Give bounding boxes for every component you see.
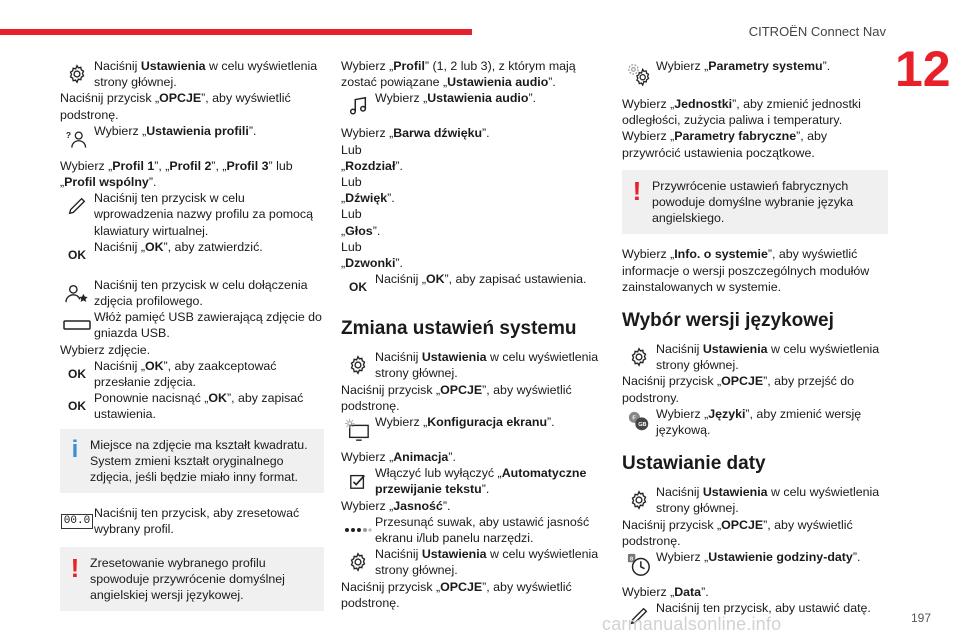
- column-1: [60, 58, 324, 617]
- step-name-profile: Naciśnij ten przycisk w celu wprowadzenia nazwy profilu za pomocą klawiatury wirtualnej.: [60, 190, 324, 239]
- paragraph: Wybierz zdjęcie.: [60, 342, 151, 357]
- section-heading-system-settings: Zmiana ustawień systemu: [341, 318, 577, 340]
- double-gear-icon: [622, 58, 656, 90]
- page-header-title: CITROËN Connect Nav: [748, 24, 886, 39]
- paragraph: Wybierz „Animacja”.: [341, 450, 456, 465]
- svg-text:GB: GB: [638, 421, 647, 428]
- gear-icon: [60, 58, 94, 90]
- step-system-parameters: Wybierz „Parametry systemu”.: [622, 58, 888, 90]
- monitor-brightness-icon: [341, 414, 375, 446]
- step-open-settings: Naciśnij Ustawienia w celu wyświetlenia strony głównej.: [60, 58, 324, 90]
- music-note-icon: [341, 90, 375, 122]
- paragraph: Naciśnij przycisk „OPCJE”, aby wyświetlić podstronę.: [622, 517, 853, 548]
- ok-icon: OK: [68, 247, 86, 262]
- paragraph: Naciśnij przycisk „OPCJE”, aby przejść do podstrony.: [622, 374, 855, 405]
- ok-icon: OK: [349, 280, 367, 295]
- paragraph: Naciśnij przycisk „OPCJE”, aby wyświetlić podstronę.: [341, 579, 572, 610]
- gear-icon: [622, 484, 656, 516]
- step-audio-settings: Wybierz „Ustawienia audio”.: [341, 90, 603, 122]
- paragraph: Lub: [341, 142, 362, 157]
- step-screen-config: Wybierz „Konfiguracja ekranu”.: [341, 414, 603, 446]
- counter-reset-icon: 00.0: [60, 505, 94, 537]
- paragraph: Wybierz „Jednostki”, aby zmienić jednostki odległości, zużycia paliwa i temperatury.: [622, 97, 861, 128]
- info-icon: i: [71, 435, 79, 463]
- step-open-settings: Naciśnij Ustawienia w celu wyświetlenia strony głównej.: [341, 349, 603, 381]
- paragraph: Wybierz „Jasność”.: [341, 498, 451, 513]
- checkbox-checked-icon: [341, 465, 375, 497]
- paragraph: „Dźwięk”.: [341, 191, 395, 206]
- section-heading-date: Ustawianie daty: [622, 453, 766, 475]
- column-2: [341, 58, 603, 611]
- chapter-number: 12: [895, 41, 951, 97]
- gear-icon: [622, 341, 656, 373]
- paragraph: „Głos”.: [341, 223, 381, 238]
- step-open-settings: Naciśnij Ustawienia w celu wyświetlenia strony głównej.: [622, 484, 888, 516]
- step-save-audio: OK Naciśnij „OK”, aby zapisać ustawienia.: [341, 271, 603, 303]
- warning-box: ! Zresetowanie wybranego profilu spowoduje przywrócenie domyślnej angielskiej wersji językowej.: [60, 547, 324, 612]
- paragraph: Wybierz „Info. o systemie”, aby wyświetlić informacje o wersji poszczególnych modułów zainstalowanych w systemie.: [622, 247, 870, 294]
- step-open-settings: Naciśnij Ustawienia w celu wyświetlenia strony głównej.: [622, 341, 888, 373]
- step-attach-photo: Naciśnij ten przycisk w celu dołączenia zdjęcia profilowego.: [60, 277, 324, 309]
- pencil-icon: [60, 190, 94, 222]
- step-profile-settings: ? Wybierz „Ustawienia profili”.: [60, 123, 324, 155]
- paragraph: Naciśnij przycisk „OPCJE”, aby wyświetlić podstronę.: [60, 91, 291, 122]
- paragraph: „Dzwonki”.: [341, 256, 403, 271]
- paragraph: Wybierz „Profil 1”, „Profil 2”, „Profil 3” lub „Profil wspólny”.: [60, 158, 293, 190]
- step-save-settings: OK Ponownie nacisnąć „OK”, aby zapisać ustawienia.: [60, 390, 324, 422]
- section-heading-language: Wybór wersji językowej: [622, 310, 834, 332]
- paragraph: Wybierz „Data”.: [622, 585, 709, 600]
- gear-icon: [341, 349, 375, 381]
- paragraph: Lub: [341, 239, 362, 254]
- usb-icon: [60, 309, 94, 341]
- language-flags-icon: [622, 406, 656, 438]
- paragraph: Lub: [341, 207, 362, 222]
- step-reset-profile: 00.0 Naciśnij ten przycisk, aby zresetować wybrany profil.: [60, 505, 324, 537]
- slider-dots-icon: [341, 514, 375, 546]
- step-confirm-ok: OK Naciśnij „OK”, aby zatwierdzić.: [60, 239, 324, 271]
- paragraph: Lub: [341, 175, 362, 190]
- warning-icon: !: [632, 175, 642, 206]
- step-languages: F GB Wybierz „Języki”, aby zmienić wersję językową.: [622, 406, 888, 438]
- ok-icon: OK: [68, 399, 86, 414]
- paragraph: Wybierz „Parametry fabryczne”, aby przywrócić ustawienia początkowe.: [622, 129, 828, 160]
- step-auto-scroll: Włączyć lub wyłączyć „Automatyczne przewijanie tekstu”.: [341, 465, 603, 497]
- paragraph: Naciśnij przycisk „OPCJE”, aby wyświetlić podstronę.: [341, 382, 572, 413]
- step-open-settings: Naciśnij Ustawienia w celu wyświetlenia strony głównej.: [341, 546, 603, 578]
- gear-icon: [341, 546, 375, 578]
- svg-text:8: 8: [630, 556, 634, 563]
- info-box: i Miejsce na zdjęcie ma kształt kwadratu. System zmieni kształt oryginalnego zdjęcia, jeśli będzie miało inny format.: [60, 429, 324, 494]
- watermark: carmanualsonline.info: [602, 614, 782, 634]
- user-star-icon: [60, 277, 94, 309]
- step-set-date: Naciśnij ten przycisk, aby ustawić datę.: [622, 600, 888, 632]
- step-brightness-slider: Przesunąć suwak, aby ustawić jasność ekranu i/lub panelu narzędzi.: [341, 514, 603, 546]
- paragraph: Wybierz „Profil” (1, 2 lub 3), z którym mają zostać powiązane „Ustawienia audio”.: [341, 59, 576, 90]
- svg-text:F: F: [632, 415, 636, 422]
- top-accent-bar: [0, 29, 472, 35]
- paragraph: Wybierz „Barwa dźwięku”.: [341, 126, 490, 141]
- warning-icon: !: [70, 552, 80, 583]
- ok-icon: OK: [68, 366, 86, 381]
- clock-calendar-icon: [622, 549, 656, 581]
- paragraph: „Rozdział”.: [341, 158, 403, 173]
- page-number: 197: [911, 611, 932, 625]
- step-insert-usb: Włóż pamięć USB zawierającą zdjęcie do gniazda USB.: [60, 309, 324, 341]
- user-profile-icon: [60, 123, 94, 155]
- column-3: [622, 58, 888, 632]
- svg-text:?: ?: [65, 129, 72, 140]
- step-accept-photo: OK Naciśnij „OK”, aby zaakceptować przesłanie zdjęcia.: [60, 358, 324, 390]
- step-time-date: 8 Wybierz „Ustawienie godziny-daty”.: [622, 549, 888, 581]
- warning-box: ! Przywrócenie ustawień fabrycznych powoduje domyślne wybranie języka angielskiego.: [622, 170, 888, 235]
